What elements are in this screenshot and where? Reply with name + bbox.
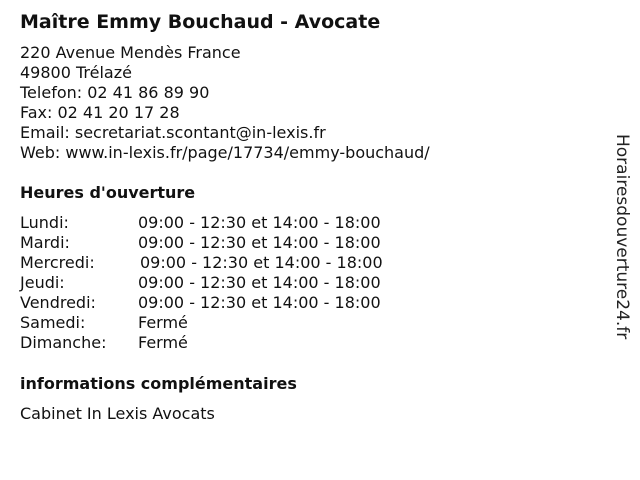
page-title: Maître Emmy Bouchaud - Avocate: [20, 11, 381, 33]
day-label: Samedi:: [20, 313, 86, 332]
time-value: 09:00 - 12:30 et 14:00 - 18:00: [138, 273, 381, 292]
contact-block: [20, 43, 430, 163]
phone-number: Telefon: 02 41 86 89 90: [20, 83, 210, 102]
email-address: Email: secretariat.scontant@in-lexis.fr: [20, 123, 326, 142]
day-label: Dimanche:: [20, 333, 107, 352]
time-value: 09:00 - 12:30 et 14:00 - 18:00: [138, 293, 381, 312]
day-label: Mercredi:: [20, 253, 95, 272]
time-value: 09:00 - 12:30 et 14:00 - 18:00: [138, 233, 381, 252]
day-label: Mardi:: [20, 233, 70, 252]
street-address: 220 Avenue Mendès France: [20, 43, 241, 62]
day-label: Vendredi:: [20, 293, 96, 312]
time-value: Fermé: [138, 313, 188, 332]
opening-hours-heading: Heures d'ouverture: [20, 183, 196, 202]
time-value: 09:00 - 12:30 et 14:00 - 18:00: [138, 213, 381, 232]
site-watermark: Horairesdouverture24.fr: [612, 134, 632, 340]
time-value: Fermé: [138, 333, 188, 352]
additional-info-text: Cabinet In Lexis Avocats: [20, 404, 215, 423]
time-value: 09:00 - 12:30 et 14:00 - 18:00: [140, 253, 383, 272]
additional-info-heading: informations complémentaires: [20, 374, 297, 393]
website-url: Web: www.in-lexis.fr/page/17734/emmy-bouchaud/: [20, 143, 430, 162]
day-label: Jeudi:: [20, 273, 65, 292]
day-label: Lundi:: [20, 213, 69, 232]
fax-number: Fax: 02 41 20 17 28: [20, 103, 180, 122]
city-address: 49800 Trélazé: [20, 63, 132, 82]
